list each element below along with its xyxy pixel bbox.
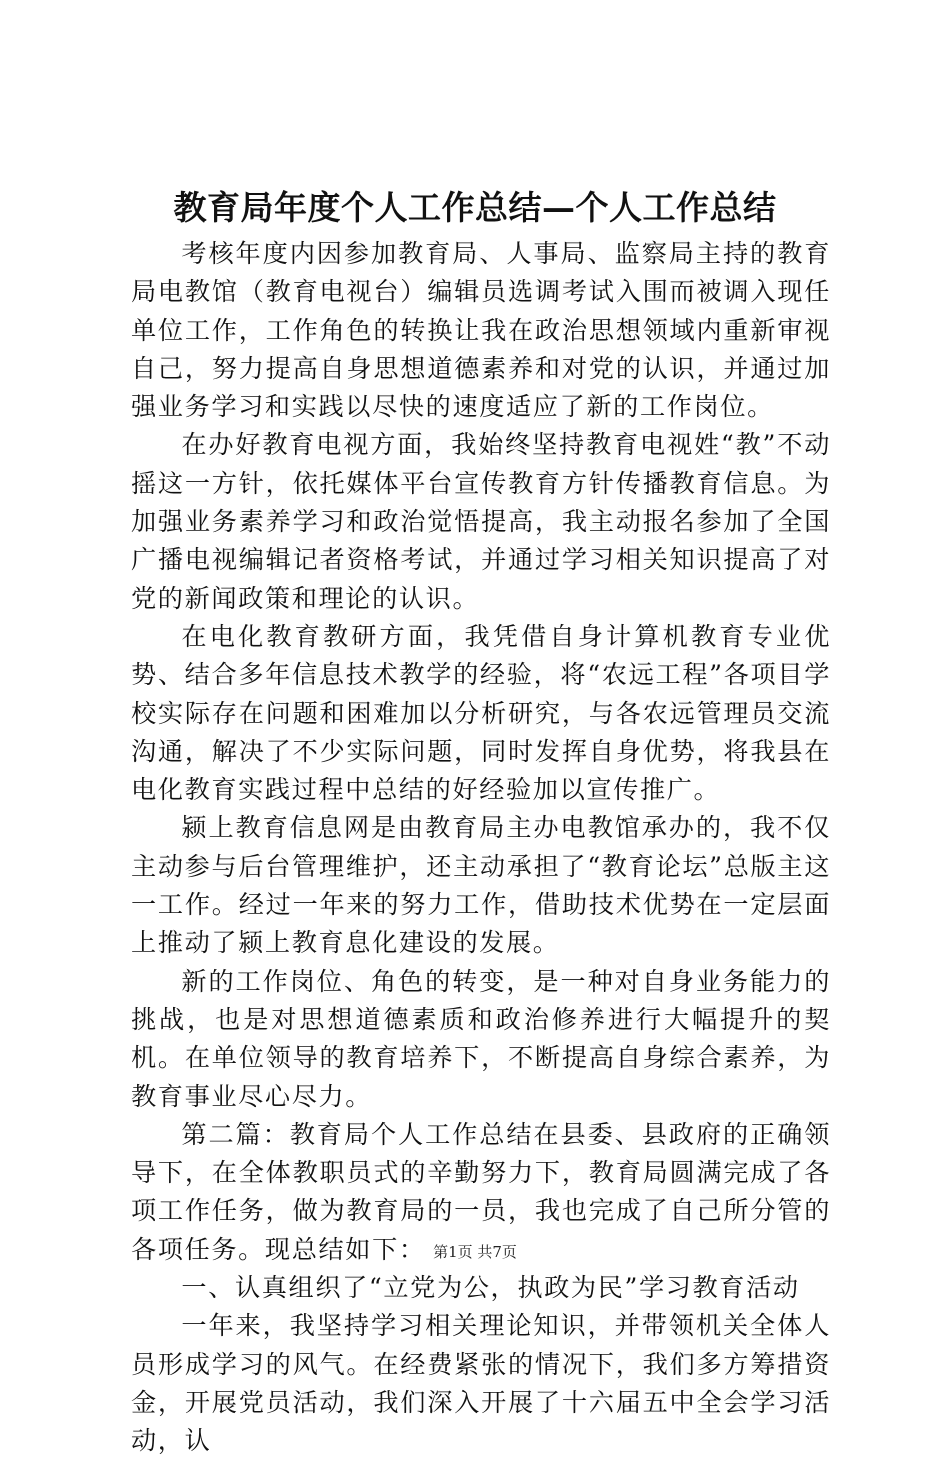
document-body: [131, 235, 831, 1461]
section-heading: 一、认真组织了“立党为公，执政为民”学习教育活动: [181, 1273, 800, 1303]
paragraph: 在办好教育电视方面，我始终坚持教育电视姓“教”不动摇这一方针，依托媒体平台宣传教育方针传播教育信息。为加强业务素养学习和政治觉悟提高，我主动报名参加了全国广播电视编辑记者资格考试，并通过学习相关知识提高了对党的新闻政策和理论的认识。: [131, 430, 831, 613]
paragraph: 一年来，我坚持学习相关理论知识，并带领机关全体人员形成学习的风气。在经费紧张的情况下，我们多方筹措资金，开展党员活动，我们深入开展了十六届五中全会学习活动，认: [131, 1311, 831, 1456]
page-number-footer: 第1页 共7页: [433, 1243, 517, 1261]
paragraph: 在电化教育教研方面，我凭借自身计算机教育专业优势、结合多年信息技术教学的经验，将“农远工程”各项目学校实际存在问题和困难加以分析研究，与各农远管理员交流沟通，解决了不少实际问题，同时发挥自身优势，将我县在电化教育实践过程中总结的好经验加以宣传推广。: [131, 621, 831, 805]
paragraph: 第二篇：教育局个人工作总结在县委、县政府的正确领导下，在全体教职员式的辛勤努力下，教育局圆满完成了各项工作任务，做为教育局的一员，我也完成了自己所分管的各项任务。现总结如下：: [131, 1119, 831, 1264]
paragraph: 新的工作岗位、角色的转变，是一种对自身业务能力的挑战，也是对思想道德素质和政治修养进行大幅提升的契机。在单位领导的教育培养下，不断提高自身综合素养，为教育事业尽心尽力。: [131, 966, 831, 1111]
paragraph: 颍上教育信息网是由教育局主办电教馆承办的，我不仅主动参与后台管理维护，还主动承担了“教育论坛”总版主这一工作。经过一年来的努力工作，借助技术优势在一定层面上推动了颍上教育息化建设的发展。: [131, 813, 831, 958]
paragraph: 考核年度内因参加教育局、人事局、监察局主持的教育局电教馆（教育电视台）编辑员选调考试入围而被调入现任单位工作，工作角色的转换让我在政治思想领域内重新审视自己，努力提高自身思想道德素养和对党的认识，并通过加强业务学习和实践以尽快的速度适应了新的工作岗位。: [131, 239, 831, 422]
document-title: 教育局年度个人工作总结—个人工作总结: [173, 188, 777, 227]
